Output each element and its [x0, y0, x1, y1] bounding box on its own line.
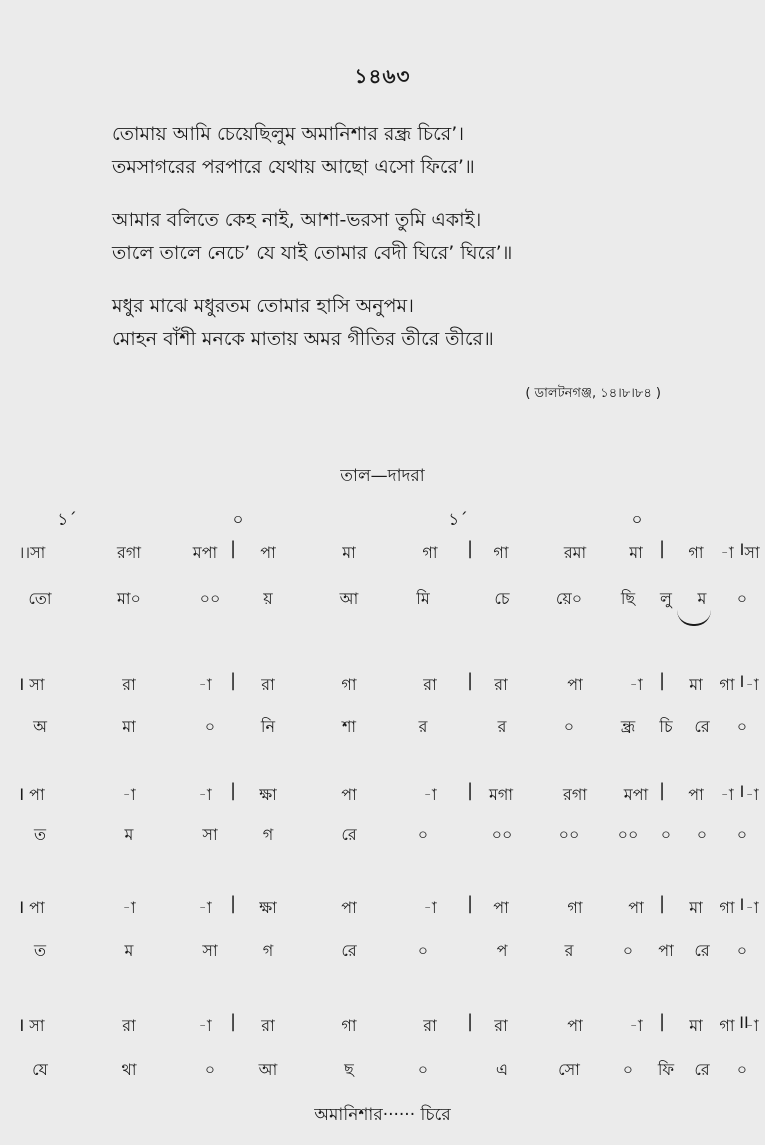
- lyric-line: আমার বলিতে কেহ নাই, আশা-ভরসা তুমি একাই।: [112, 209, 482, 231]
- bar-line: |: [658, 1011, 666, 1032]
- bar-line: |: [466, 893, 474, 914]
- note: রা: [423, 675, 437, 694]
- lyric-syllable: রে: [341, 825, 357, 844]
- tala-title: তাল—দাদরা: [340, 466, 425, 486]
- lyric-syllable: ০: [417, 825, 429, 844]
- note: রা: [494, 675, 508, 694]
- lyric-line: তালে তালে নেচে’ যে যাই তোমার বেদী ঘিরে’ ঘিরে’॥: [112, 242, 513, 264]
- lyric-syllable: ০: [204, 717, 216, 736]
- lyric-syllable: রে: [694, 717, 710, 736]
- lyric-line: তোমায় আমি চেয়েছিলুম অমানিশার রন্ধ্র চিরে’।: [112, 123, 465, 145]
- note: গা: [719, 1016, 735, 1035]
- bar-line: |: [466, 538, 474, 559]
- note: -া: [745, 898, 759, 917]
- lyric-syllable: র: [497, 717, 507, 736]
- note: -া: [745, 785, 759, 804]
- note: ক্ষা: [259, 785, 277, 804]
- bar-line: |: [466, 670, 474, 691]
- bar-line: |: [658, 670, 666, 691]
- lyric-line: মধুর মাঝে মধুরতম তোমার হাসি অনুপম।: [112, 295, 414, 317]
- lyric-syllable: মা০: [117, 589, 141, 608]
- note: -া: [122, 785, 136, 804]
- note: -া: [745, 675, 759, 694]
- note: রমা: [563, 543, 587, 562]
- note: রগা: [117, 543, 141, 562]
- note: পা: [341, 785, 357, 804]
- lyric-syllable: এ: [495, 1060, 509, 1079]
- bar-line: |: [658, 780, 666, 801]
- note: রা: [122, 1016, 136, 1035]
- note: -া: [198, 1016, 212, 1035]
- lyric-syllable: সা: [202, 941, 218, 960]
- note: -া: [745, 1016, 759, 1035]
- lyric-syllable: অ: [33, 717, 47, 736]
- bar-line: |: [229, 538, 237, 559]
- lyric-syllable: ০: [736, 1060, 748, 1079]
- lyric-syllable: ম: [124, 825, 134, 844]
- note: পা: [628, 898, 644, 917]
- lyric-syllable: আ: [339, 589, 359, 608]
- lyric-syllable: আ: [258, 1060, 278, 1079]
- note: গা: [719, 675, 735, 694]
- note: পা: [341, 898, 357, 917]
- bar-line: |: [229, 893, 237, 914]
- lyric-syllable: যে: [32, 1060, 48, 1079]
- beat-marker: ১´: [448, 510, 468, 530]
- bar-line: |: [466, 780, 474, 801]
- note: -া: [720, 543, 734, 562]
- note: -া: [122, 898, 136, 917]
- lyric-syllable: ম: [124, 941, 134, 960]
- note: পা: [493, 898, 509, 917]
- note: I: [739, 782, 745, 801]
- note: রা: [261, 1016, 275, 1035]
- note: I সা: [19, 675, 45, 694]
- note: -া: [423, 898, 437, 917]
- lyric-syllable: লু: [660, 589, 672, 608]
- lyric-syllable: ত: [33, 941, 47, 960]
- bar-line: |: [658, 538, 666, 559]
- footer-caption: অমানিশার······ চিরে: [314, 1105, 451, 1125]
- note: ।।সা: [18, 543, 46, 562]
- lyric-syllable: প: [496, 941, 508, 960]
- note: গা: [493, 543, 509, 562]
- beat-marker: ০: [232, 510, 244, 530]
- note: গা: [567, 898, 583, 917]
- lyric-syllable: সা: [202, 825, 218, 844]
- note: রা: [494, 1016, 508, 1035]
- note: রা: [261, 675, 275, 694]
- note: I পা: [19, 898, 45, 917]
- note: I: [739, 672, 745, 691]
- lyric-line: মোহন বাঁশী মনকে মাতায় অমর গীতির তীরে তীরে॥: [112, 328, 494, 350]
- lyric-syllable: ০: [736, 825, 748, 844]
- lyric-syllable: রে: [694, 1060, 710, 1079]
- lyric-syllable: ০: [204, 1060, 216, 1079]
- note: মপা: [192, 543, 218, 562]
- lyric-syllable: নি: [260, 717, 276, 736]
- lyric-syllable: ০: [736, 941, 748, 960]
- lyric-syllable: ০০: [558, 825, 580, 844]
- note: পা: [567, 675, 583, 694]
- note: রগা: [563, 785, 587, 804]
- note: মা: [689, 675, 703, 694]
- note: মপা: [623, 785, 649, 804]
- lyric-syllable: ন্ধ্র: [620, 717, 636, 736]
- note: সা: [744, 543, 760, 562]
- note: মা: [689, 1016, 703, 1035]
- lyric-syllable: গ: [262, 941, 274, 960]
- note: পা: [688, 785, 704, 804]
- lyric-syllable: ফি: [657, 1060, 675, 1079]
- note: -া: [720, 785, 734, 804]
- lyric-syllable: পা: [658, 941, 674, 960]
- lyric-syllable: ত: [33, 825, 47, 844]
- lyric-syllable: য়: [263, 589, 273, 608]
- lyric-syllable: তো: [28, 589, 52, 608]
- bar-line: |: [229, 670, 237, 691]
- lyric-syllable: ০: [736, 589, 748, 608]
- lyric-syllable: ০: [563, 717, 575, 736]
- lyric-syllable: সো: [558, 1060, 580, 1079]
- note: মগা: [488, 785, 514, 804]
- lyric-syllable: ০: [622, 941, 634, 960]
- lyric-syllable: র: [418, 717, 428, 736]
- note: -া: [198, 898, 212, 917]
- lyric-syllable: ০: [660, 825, 672, 844]
- note: I পা: [19, 785, 45, 804]
- lyric-syllable: গ: [262, 825, 274, 844]
- bar-line: |: [466, 1011, 474, 1032]
- lyric-syllable: মা: [122, 717, 136, 736]
- lyric-syllable: য়ে০: [555, 589, 583, 608]
- bar-line: |: [658, 893, 666, 914]
- note: -া: [423, 785, 437, 804]
- note: -া: [629, 1016, 643, 1035]
- note: পা: [260, 543, 276, 562]
- note: গা: [719, 898, 735, 917]
- note: II: [739, 1013, 749, 1032]
- note: গা: [341, 675, 357, 694]
- bar-line: |: [229, 780, 237, 801]
- note: গা: [341, 1016, 357, 1035]
- note: -া: [198, 675, 212, 694]
- lyric-syllable: ০: [696, 825, 708, 844]
- lyric-syllable: রে: [341, 941, 357, 960]
- note: I: [739, 895, 745, 914]
- beat-marker: ১´: [57, 510, 77, 530]
- note: ক্ষা: [259, 898, 277, 917]
- lyric-syllable: ০: [417, 1060, 429, 1079]
- lyric-syllable: ০০: [491, 825, 513, 844]
- note: রা: [423, 1016, 437, 1035]
- lyric-syllable: ০: [417, 941, 429, 960]
- note: রা: [122, 675, 136, 694]
- lyric-syllable: থা: [121, 1060, 137, 1079]
- lyric-syllable: ছ: [344, 1060, 354, 1079]
- lyric-syllable: র: [564, 941, 574, 960]
- note: গা: [688, 543, 704, 562]
- note: মা: [629, 543, 643, 562]
- lyric-syllable: শা: [341, 717, 357, 736]
- note: পা: [567, 1016, 583, 1035]
- lyric-syllable: ০: [622, 1060, 634, 1079]
- note: -া: [629, 675, 643, 694]
- lyric-syllable: ০০: [617, 825, 639, 844]
- lyric-syllable: মি: [416, 589, 430, 608]
- note: I সা: [19, 1016, 45, 1035]
- beat-marker: ০: [631, 510, 643, 530]
- note: I: [739, 540, 745, 559]
- lyric-syllable: ছি: [620, 589, 636, 608]
- note: গা: [422, 543, 438, 562]
- bar-line: |: [229, 1011, 237, 1032]
- lyric-syllable: ০: [736, 717, 748, 736]
- lyric-syllable: ০০: [199, 589, 221, 608]
- composition-source: ( ডালটনগঞ্জ, ১৪।৮।৮৪ ): [525, 386, 661, 401]
- lyric-line: তমসাগরের পরপারে যেথায় আছো এসো ফিরে’॥: [112, 156, 475, 178]
- note: মা: [342, 543, 356, 562]
- note: -া: [198, 785, 212, 804]
- lyric-syllable: ম: [697, 589, 707, 608]
- lyric-syllable: চে: [494, 589, 510, 608]
- lyric-syllable: রে: [694, 941, 710, 960]
- page-number: ১৪৬৩: [354, 64, 411, 88]
- note: মা: [689, 898, 703, 917]
- lyric-syllable: চি: [659, 717, 673, 736]
